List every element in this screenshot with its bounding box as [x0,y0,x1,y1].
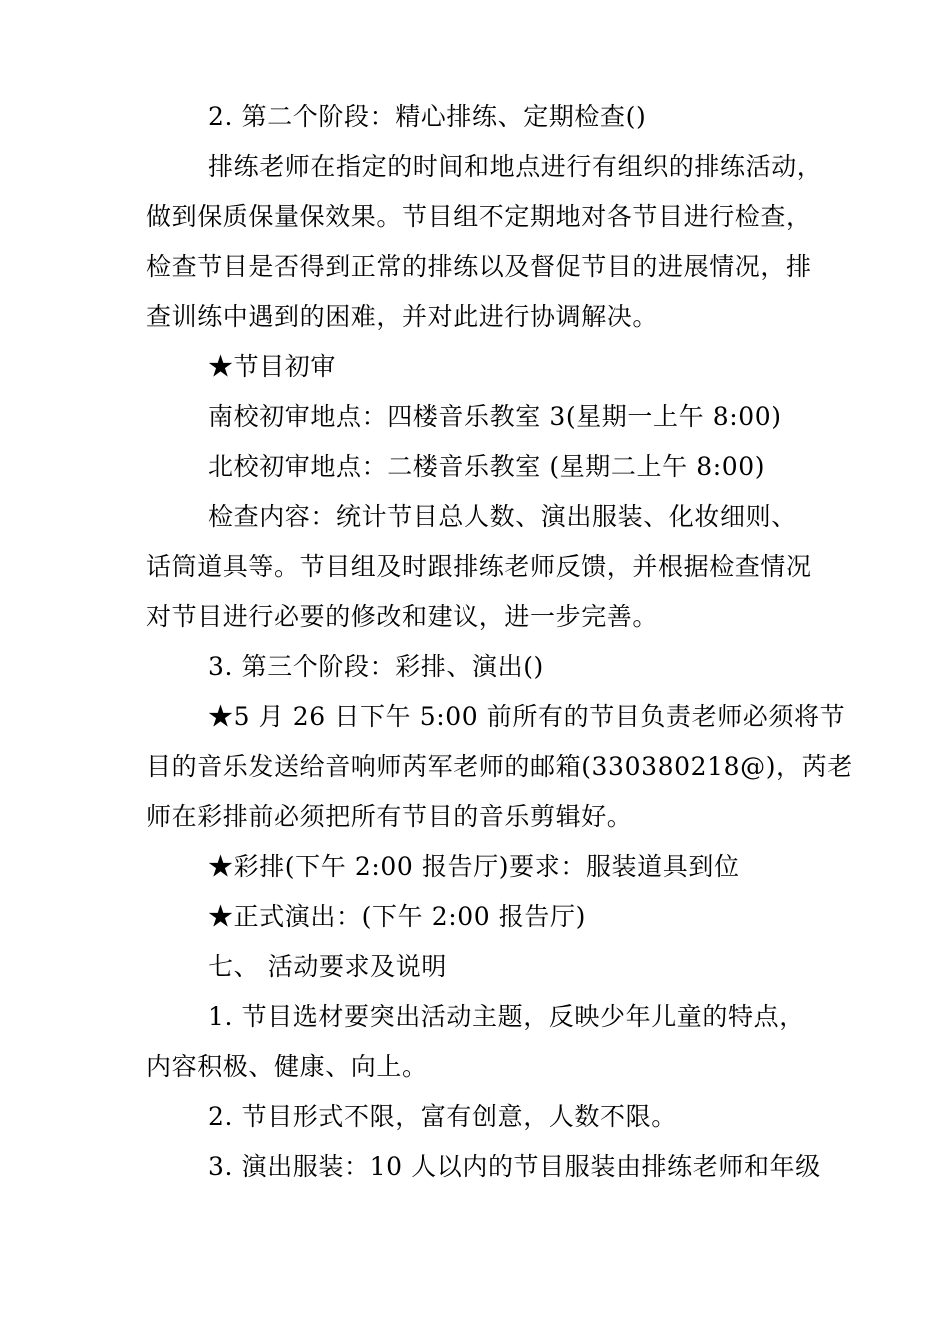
paragraph-line: ★彩排(下午 2:00 报告厅)要求：服装道具到位 [208,852,740,881]
list-item: 1. 节目选材要突出活动主题，反映少年儿童的特点， [208,1002,805,1031]
paragraph-line: 话筒道具等。节目组及时跟排练老师反馈，并根据检查情况 [146,552,812,581]
list-item: 3. 演出服装：10 人以内的节目服装由排练老师和年级 [208,1152,821,1181]
section-heading-requirements: 七、 活动要求及说明 [208,952,447,981]
paragraph-line: 师在彩排前必须把所有节目的音乐剪辑好。 [146,802,633,831]
paragraph-line: 做到保质保量保效果。节目组不定期地对各节目进行检查， [146,202,812,231]
paragraph-line: 对节目进行必要的修改和建议，进一步完善。 [146,602,659,631]
paragraph-line: ★正式演出：(下午 2:00 报告厅) [208,902,586,931]
paragraph-line: 检查节目是否得到正常的排练以及督促节目的进展情况，排 [146,252,812,281]
paragraph-line: 北校初审地点：二楼音乐教室 (星期二上午 8:00) [208,452,766,481]
paragraph-line: 检查内容：统计节目总人数、演出服装、化妆细则、 [208,502,797,531]
paragraph-line: 南校初审地点：四楼音乐教室 3(星期一上午 8:00) [208,402,782,431]
subheading-initial-review: ★节目初审 [208,352,337,381]
paragraph-line: 目的音乐发送给音响师芮军老师的邮箱(330380218@)，芮老 [146,752,853,781]
paragraph-line: 内容积极、健康、向上。 [146,1052,428,1081]
section-heading-stage-2: 2. 第二个阶段：精心排练、定期检查() [208,102,647,131]
section-heading-stage-3: 3. 第三个阶段：彩排、演出() [208,652,544,681]
paragraph-line: ★5 月 26 日下午 5:00 前所有的节目负责老师必须将节 [208,702,846,731]
paragraph-line: 排练老师在指定的时间和地点进行有组织的排练活动， [208,152,823,181]
list-item: 2. 节目形式不限，富有创意，人数不限。 [208,1102,677,1131]
paragraph-line: 查训练中遇到的困难，并对此进行协调解决。 [146,302,659,331]
